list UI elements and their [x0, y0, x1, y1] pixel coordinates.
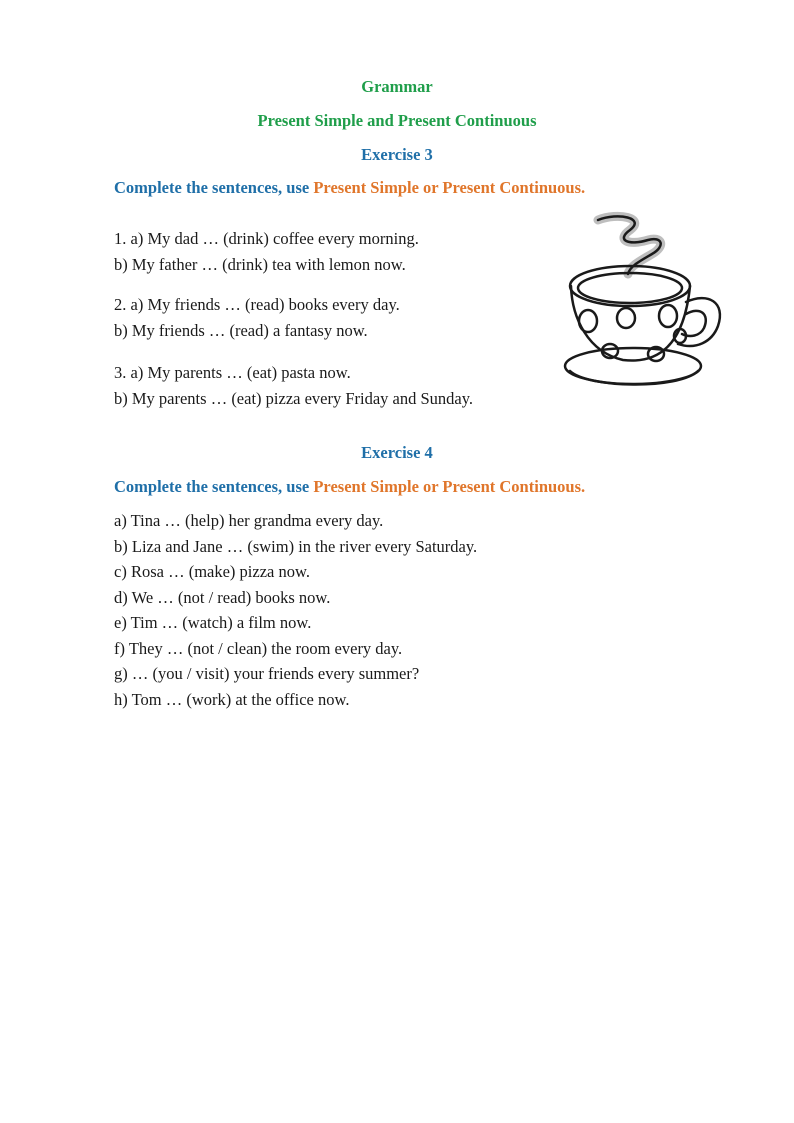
exercise-3-line-4: b) My friends … (read) a fantasy now. — [114, 321, 368, 340]
exercise-3-line-5: 3. a) My parents … (eat) pasta now. — [114, 363, 351, 382]
exercise-4-line-d: d) We … (not / read) books now. — [114, 588, 331, 607]
instruction-highlight: Present Simple or Present Continuous. — [313, 477, 586, 496]
exercise-3-line-1: 1. a) My dad … (drink) coffee every morning. — [114, 229, 419, 248]
exercise-3-title: Exercise 3 — [361, 145, 433, 164]
exercise-4-line-h: h) Tom … (work) at the office now. — [114, 690, 350, 709]
section-title: Grammar — [361, 77, 433, 96]
exercise-4-line-b: b) Liza and Jane … (swim) in the river every Saturday. — [114, 537, 478, 556]
teacup-icon — [558, 206, 728, 396]
exercise-4-line-e: e) Tim … (watch) a film now. — [114, 613, 312, 632]
instruction-lead: Complete the sentences, use — [114, 178, 310, 197]
exercise-3-line-6: b) My parents … (eat) pizza every Friday and Sunday. — [114, 389, 474, 408]
exercise-3-line-2: b) My father … (drink) tea with lemon now. — [114, 255, 406, 274]
exercise-4-line-c: c) Rosa … (make) pizza now. — [114, 562, 310, 581]
exercise-4-line-g: g) … (you / visit) your friends every summer? — [114, 664, 420, 683]
instruction-highlight: Present Simple or Present Continuous. — [313, 178, 586, 197]
exercise-4-instruction — [114, 477, 585, 497]
exercise-3-line-3: 2. a) My friends … (read) books every day. — [114, 295, 400, 314]
exercise-4-line-a: a) Tina … (help) her grandma every day. — [114, 511, 384, 530]
exercise-3-instruction — [114, 178, 585, 198]
topic-title: Present Simple and Present Continuous — [257, 111, 537, 130]
exercise-4-title: Exercise 4 — [361, 443, 433, 462]
exercise-4-line-f: f) They … (not / clean) the room every day. — [114, 639, 403, 658]
instruction-lead: Complete the sentences, use — [114, 477, 310, 496]
